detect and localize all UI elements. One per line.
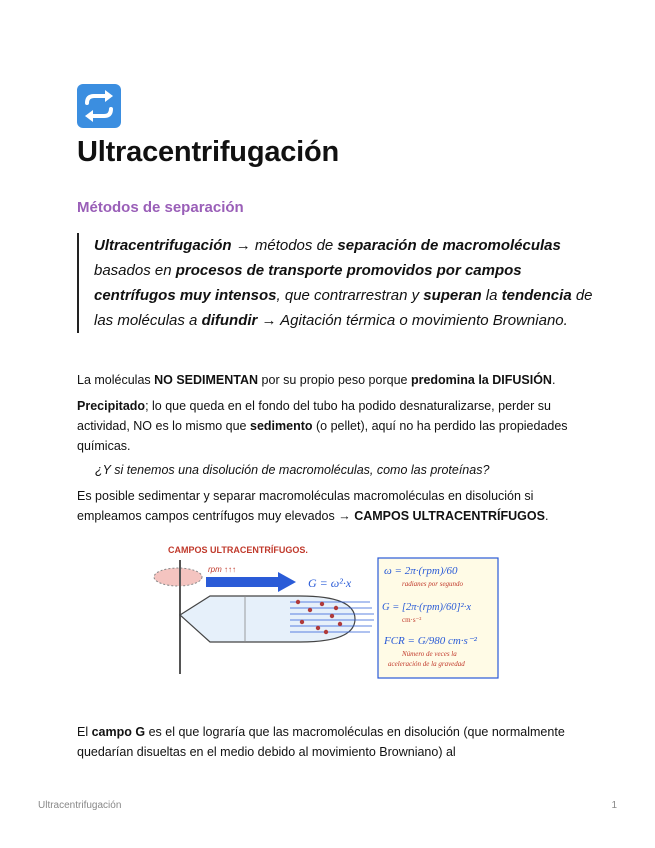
quote-strong: difundir [201, 312, 258, 329]
text: es el que lograría que las macromoléculas en disolución (que normalmente quedarían disueltas en el medio debido al movimiento Browniano) al [77, 725, 565, 759]
paragraph-sedimentation [77, 370, 577, 390]
strong-text: campo G [91, 725, 146, 739]
omega-formula: ω = 2π·(rpm)/60 [384, 565, 458, 577]
paragraph-precipitate [77, 396, 577, 456]
quote-strong: superan [423, 287, 482, 304]
field-arrowhead [278, 572, 296, 592]
quote-text: basados en [94, 262, 176, 279]
question-text: ¿Y si tenemos una disolución de macromoléculas, como las proteínas? [95, 463, 490, 477]
repeat-arrows-icon [77, 84, 121, 128]
field-arrow [206, 577, 278, 587]
quote-text: , que contrarrestran y [276, 287, 424, 304]
quote-strong: separación de macromoléculas [337, 237, 561, 254]
strong-text: NO SEDIMENTAN [154, 373, 259, 387]
strong-text: Precipitado [77, 399, 146, 413]
strong-text: sedimento [250, 419, 313, 433]
g-formula: G = [2π·(rpm)/60]²·x [382, 602, 471, 613]
text: ; lo que queda en el fondo del tubo ha podido desnaturalizarse, perder su actividad, NO es lo mismo que [77, 399, 551, 433]
text: Es posible sedimentar y separar macromoléculas macromoléculas en disolución si empleamos campos centrífugos muy elevados → [77, 489, 534, 523]
g-unit: cm·s⁻² [402, 616, 422, 624]
figure-title: CAMPOS ULTRACENTRÍFUGOS. [168, 545, 308, 555]
quote-text: de las moléculas a [94, 287, 593, 329]
rotation-ellipse [154, 568, 202, 586]
fcr-note-2: aceleración de la gravedad [388, 660, 465, 668]
strong-text: CAMPOS ULTRACENTRÍFUGOS [354, 509, 545, 523]
quote-text: la [481, 287, 502, 304]
section-heading: Métodos de separación [77, 199, 244, 216]
text: por su propio peso porque [258, 373, 411, 387]
rpm-label: rpm ↑↑↑ [208, 565, 236, 574]
definition-quote [77, 233, 594, 333]
fcr-formula: FCR = G/980 cm·s⁻² [384, 635, 477, 647]
text: La moléculas [77, 373, 155, 387]
quote-strong: tendencia [501, 287, 572, 304]
footer-title: Ultracentrifugación [38, 800, 122, 811]
text: El [77, 725, 92, 739]
text: . [551, 373, 556, 387]
text: (o pellet), aquí no ha perdido las propiedades químicas. [77, 419, 568, 453]
paragraph-ultracentrifugal [77, 486, 577, 526]
centrifuge-figure [150, 540, 502, 680]
quote-text: → Agitación térmica o movimiento Browniano. [257, 312, 568, 329]
quote-term: Ultracentrifugación [94, 237, 232, 254]
omega-note: radianes por segundo [402, 580, 464, 588]
g-formula-label: G = ω²·x [308, 576, 352, 590]
quote-text: → métodos de [231, 237, 338, 254]
strong-text: predomina la DIFUSIÓN [410, 373, 552, 387]
paragraph-campo-g [77, 722, 577, 762]
page-number: 1 [611, 800, 617, 811]
text: . [544, 509, 549, 523]
page-title: Ultracentrifugación [77, 136, 340, 168]
centrifuge-tube [180, 596, 355, 642]
quote-strong: procesos de transporte promovidos por campos centrífugos muy intensos [94, 262, 522, 304]
fcr-note-1: Número de veces la [402, 650, 457, 658]
